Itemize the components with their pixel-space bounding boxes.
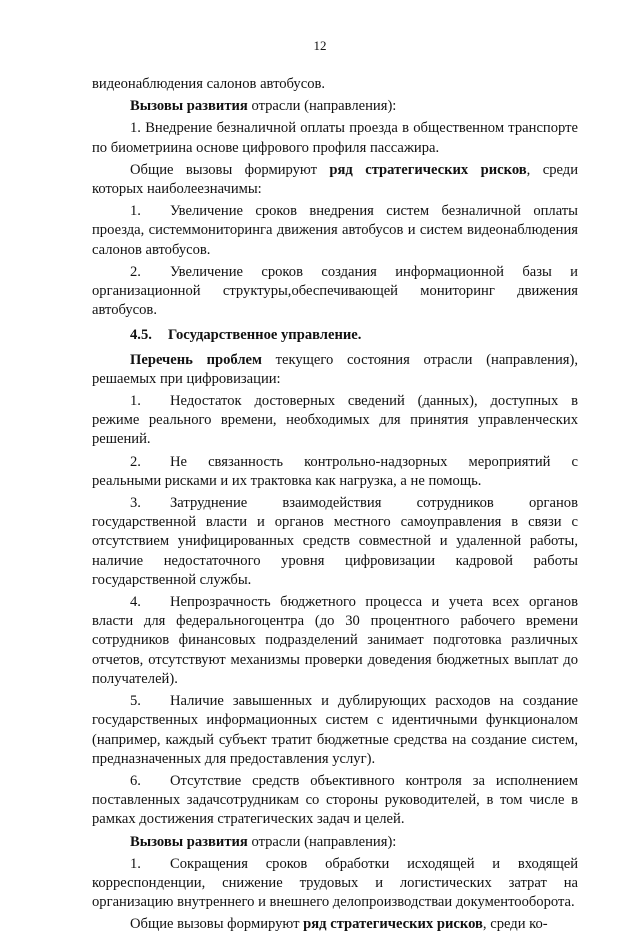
list-number: 2.	[130, 263, 141, 280]
list-text: Наличие завышенных и дублирующих расходов на создание государственных информационных систем с идентичными функционалом (например, каждый субъект тратит бюджетные средства на создание систем, предназначенных для предоставления услуг).	[92, 693, 578, 767]
list-text: Отсутствие средств объективного контроля за исполнением поставленных задачсотрудникам со стороны руководителей, в том числе в рамках достижения стратегических задач и целей.	[92, 772, 578, 828]
list-number: 1.	[130, 855, 141, 872]
problem-item	[92, 593, 578, 689]
list-text: Увеличение сроков создания информационной базы и организационной структуры,обеспечивающей мониторинг движения автобусов.	[92, 263, 578, 319]
challenge-item	[92, 855, 578, 913]
problem-item	[92, 494, 578, 590]
list-number: 4.	[130, 594, 141, 611]
page-number: 12	[313, 38, 327, 53]
list-text: Недостаток достоверных сведений (данных), доступных в режиме реального времени, необходимых для принятия управленческих решений.	[92, 393, 578, 448]
list-number: 1.	[130, 393, 141, 410]
risks-pre: Общие вызовы формируют	[130, 916, 304, 933]
risks-post: , среди ко-	[482, 916, 548, 933]
page-body	[92, 75, 578, 938]
risks-bold: ряд стратегических рисков	[303, 916, 483, 933]
challenges-rest: отрасли (направления):	[247, 98, 397, 115]
section-number: 4.5.	[130, 327, 152, 344]
challenges-bold: Вызовы развития	[130, 98, 248, 115]
risks-heading-2	[92, 915, 578, 934]
challenges-rest: отрасли (направления):	[247, 833, 397, 850]
challenges-bold: Вызовы развития	[130, 833, 248, 850]
risks-bold: ряд стратегических рисков	[329, 161, 527, 178]
list-text: Не связанность контрольно-надзорных мероприятий с реальными рисками и их трактовка как нагрузка, а не помощь.	[92, 453, 578, 489]
list-number: 5.	[130, 693, 141, 710]
risks-heading-1	[92, 161, 578, 199]
list-text: Непрозрачность бюджетного процесса и учета всех органов власти для федеральногоцентра (до 30 процентного рабочего времени сотрудников финансовых подразделений занимает подготовка различных отчетов, отсутствуют механизмы проверки доведения бюджетных выплат до получателей).	[92, 594, 578, 687]
section-title: Государственное управление.	[168, 327, 362, 344]
risks-pre: Общие вызовы формируют	[130, 161, 330, 178]
intro-line: видеонаблюдения салонов автобусов.	[92, 76, 326, 92]
list-number: 1.	[130, 203, 141, 220]
list-text: Затруднение взаимодействия сотрудников органов государственной власти и органов местного самоуправления в связи с отсутствием унифицированных средств совместной и удаленной работы, наличие недостаточного уровня цифровизации кадровой работы государственной службы.	[92, 495, 578, 588]
problem-item	[92, 453, 578, 491]
risk-item	[92, 202, 578, 260]
problem-item	[92, 392, 578, 450]
challenges-heading-2	[92, 833, 578, 852]
risk-item	[92, 263, 578, 321]
problems-bold: Перечень проблем	[130, 351, 262, 368]
challenge-item: 1. Внедрение безналичной оплаты проезда в общественном транспорте по биометриина основе цифрового профиля пассажира.	[92, 120, 578, 156]
challenges-heading-1	[92, 97, 578, 116]
list-text: Увеличение сроков внедрения систем безналичной оплаты проезда, системмониторинга движения автобусов и систем видеонаблюдения салонов автобусов.	[92, 203, 578, 258]
problem-item	[92, 692, 578, 769]
problems-heading	[92, 351, 578, 389]
problems-rest: текущего состояния отрасли (направления), решаемых при цифровизации:	[92, 351, 578, 387]
list-number: 2.	[130, 453, 141, 470]
problem-item	[92, 772, 578, 830]
section-heading	[92, 326, 578, 345]
list-number: 3.	[130, 495, 141, 512]
risks-post: , среди которых наиболеезначимы:	[92, 161, 579, 198]
list-number: 6.	[130, 772, 141, 789]
list-text: Сокращения сроков обработки исходящей и входящей корреспонденции, снижение трудовых и логистических затрат на организацию внутреннего и внешнего делопроизводстваи документооборота.	[92, 855, 578, 911]
